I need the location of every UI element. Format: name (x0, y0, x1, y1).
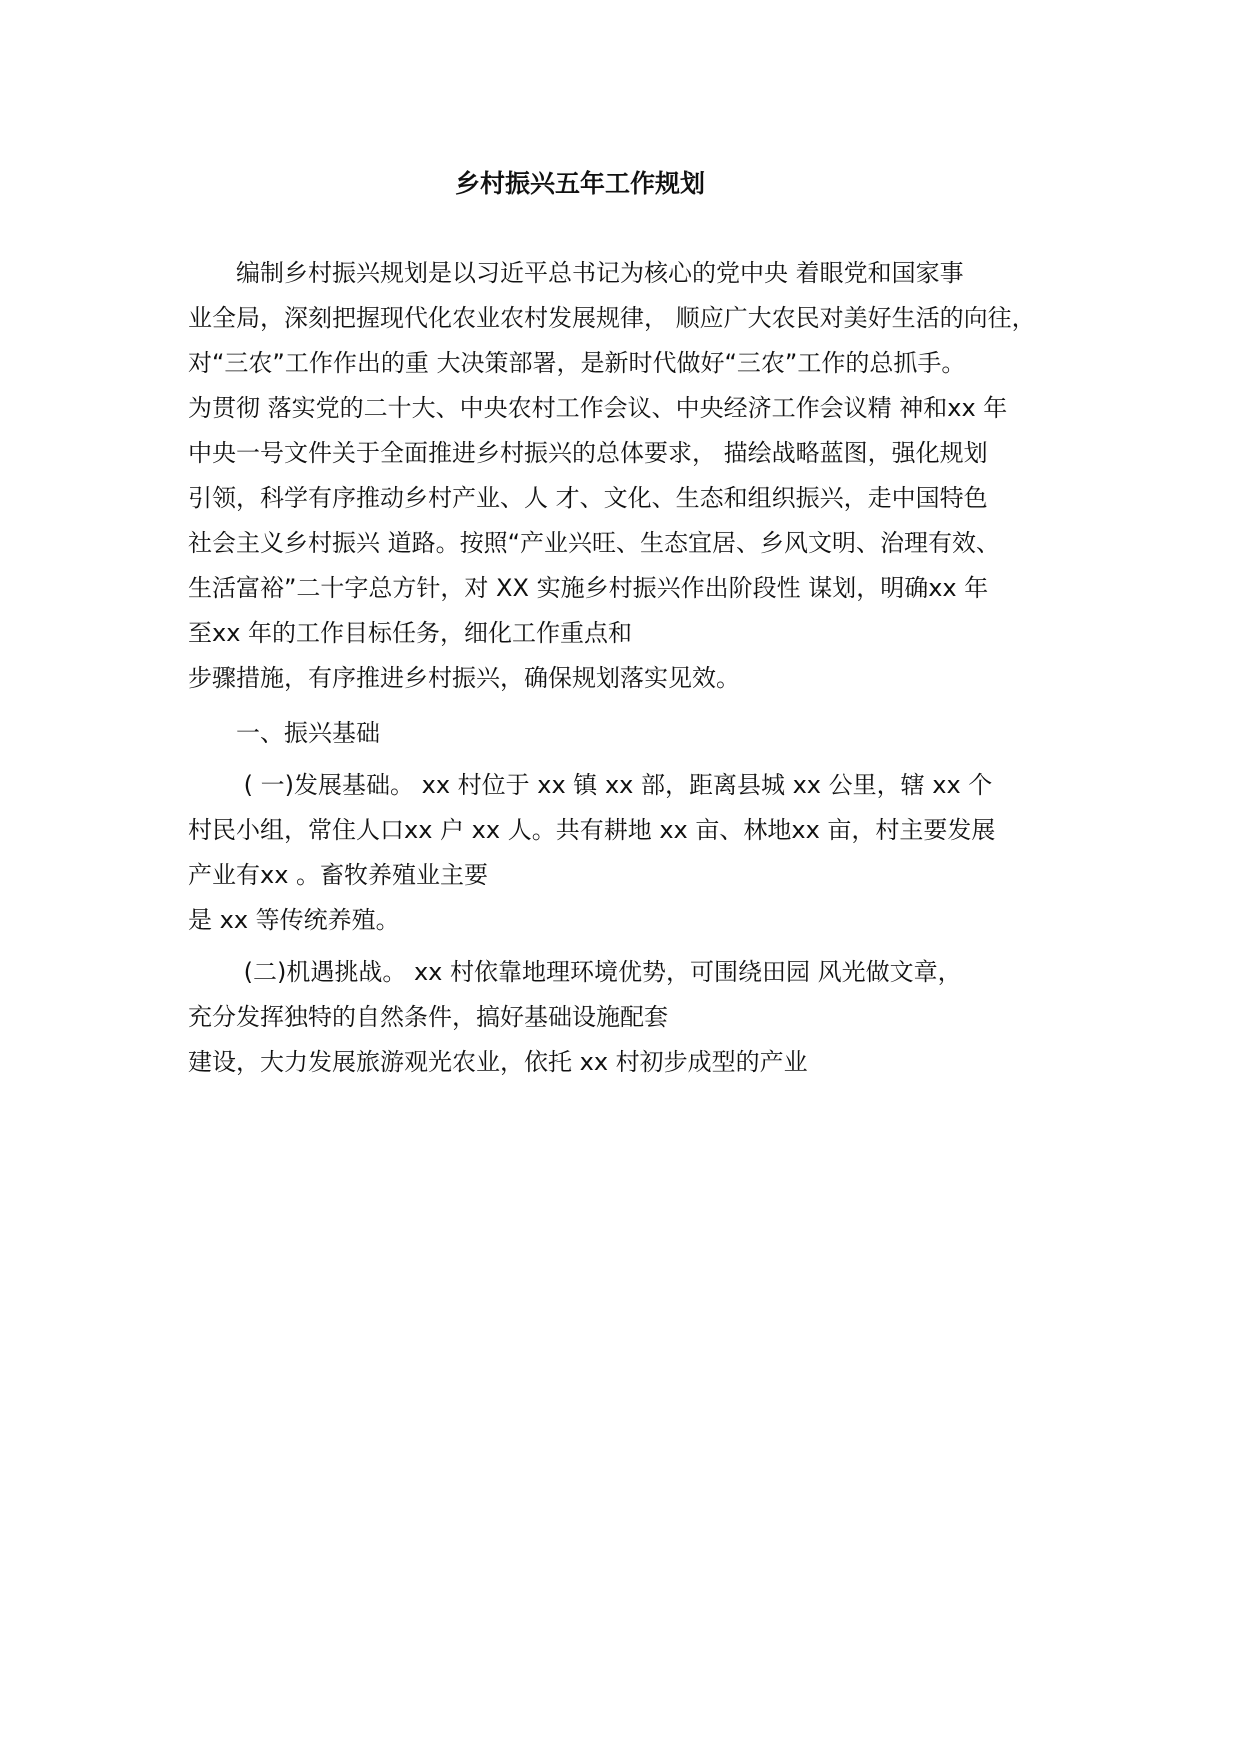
document-title: 乡村振兴五年工作规划 (454, 169, 705, 198)
body-line: 为贯彻 落实党的二十大、中央农村工作会议、中央经济工作会议精 神和xx 年 (188, 394, 1008, 422)
body-line: 充分发挥独特的自然条件，搞好基础设施配套 (188, 1003, 668, 1031)
body-line: 业全局，深刻把握现代化农业农村发展规律， 顺应广大农民对美好生活的向往， (188, 304, 1036, 332)
body-line: 中央一号文件关于全面推进乡村振兴的总体要求， 描绘战略蓝图，强化规划 (188, 439, 988, 467)
section-heading: 一、振兴基础 (188, 719, 380, 747)
body-line: 步骤措施，有序推进乡村振兴，确保规划落实见效。 (188, 664, 740, 692)
body-line: 建设，大力发展旅游观光农业，依托 xx 村初步成型的产业 (188, 1048, 808, 1076)
body-line: ( 一)发展基础。 xx 村位于 xx 镇 xx 部，距离县城 xx 公里，辖 xx 个 (188, 771, 993, 799)
body-line: 至xx 年的工作目标任务，细化工作重点和 (188, 619, 633, 647)
body-line: 引领，科学有序推动乡村产业、人 才、文化、生态和组织振兴，走中国特色 (188, 484, 988, 512)
body-line: 是 xx 等传统养殖。 (188, 906, 400, 934)
body-line: 村民小组，常住人口xx 户 xx 人。共有耕地 xx 亩、林地xx 亩，村主要发展 (188, 816, 996, 844)
body-line: 产业有xx 。畜牧养殖业主要 (188, 861, 489, 889)
body-line: 对“三农”工作作出的重 大决策部署，是新时代做好“三农”工作的总抓手。 (188, 349, 966, 377)
body-line: 编制乡村振兴规划是以习近平总书记为核心的党中央 着眼党和国家事 (188, 259, 964, 287)
body-line: (二)机遇挑战。 xx 村依靠地理环境优势，可围绕田园 风光做文章， (188, 958, 962, 986)
body-line: 生活富裕”二十字总方针，对 XX 实施乡村振兴作出阶段性 谋划，明确xx 年 (188, 574, 989, 602)
body-line: 社会主义乡村振兴 道路。按照“产业兴旺、生态宜居、乡风文明、治理有效、 (188, 529, 1001, 557)
